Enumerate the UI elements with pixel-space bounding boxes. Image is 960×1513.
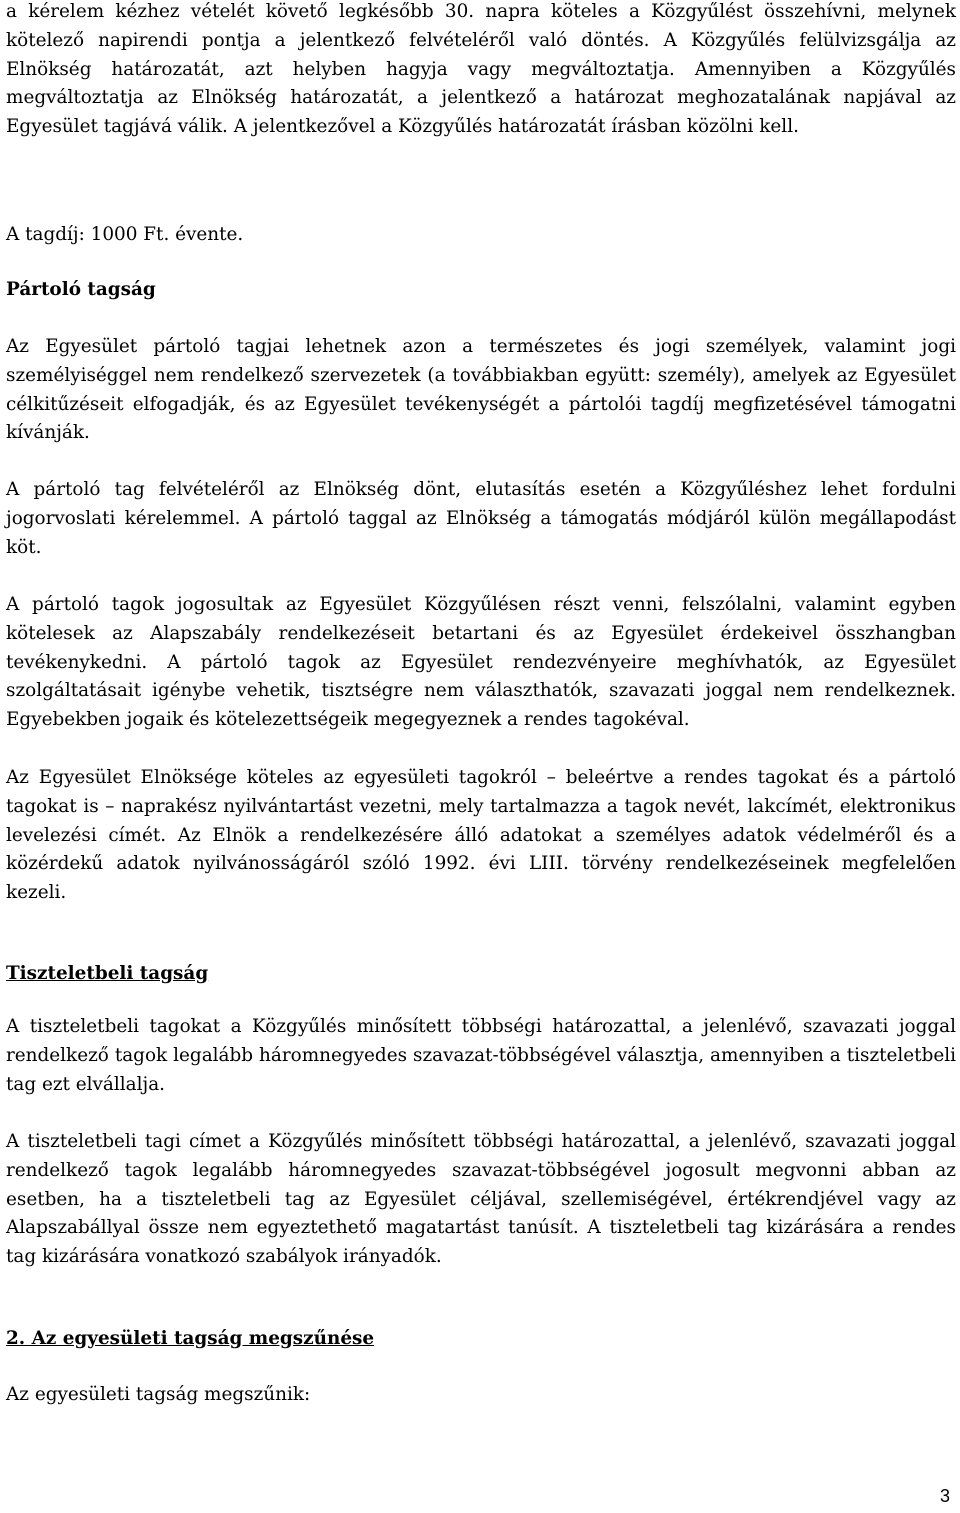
heading-supporting-membership: Pártoló tagság [6,279,156,300]
page-number: 3 [939,1486,950,1506]
paragraph-membership-ends: Az egyesületi tagság megszűnik: [6,1384,311,1405]
paragraph-application-continuation: a kérelem kézhez vételét követő legkésőbb 30. napra köteles a Közgyűlést összehívni, melynek kötelező napirendi pontja a jelentkező felvételéről való döntés. A Közgyűlés felülvizsgálja az Elnökség határozatát, azt helyben hagyja vagy megváltoztatja. Amennyiben a Közgyűlés megváltoztatja az Elnökség határozatát, a jelentkező a határozat meghozatalának napjával az Egyesület tagjává válik. A jelentkezővel a Közgyűlés határozatát írásban közölni kell. [6,1,956,138]
paragraph-supporting-members-definition: Az Egyesület pártoló tagjai lehetnek azon a természetes és jogi személyek, valamint jogi személyiséggel nem rendelkező szervezetek (a továbbiakban együtt: személy), amelyek az Egyesület célkitűzéseit elfogadják, és az Egyesület tevékenységét a pártolói tagdíj megfizetésével támogatni kívánják. [6,336,956,444]
paragraph-supporting-member-rights: A pártoló tagok jogosultak az Egyesület Közgyűlésen részt venni, felszólalni, valamint egyben kötelesek az Alapszabály rendelkezéseit betartani és az Egyesület érdekeivel összhangban tevékenykedni. A pártoló tagok az Egyesület rendezvényeire meghívhatók, az Egyesület szolgáltatásait igénybe vehetik, tisztségre nem választhatók, szavazati joggal nem rendelkeznek. Egyebekben jogaik és kötelezettségeik megegyeznek a rendes tagokéval. [6,594,956,731]
paragraph-honorary-election: A tiszteletbeli tagokat a Közgyűlés minősített többségi határozattal, a jelenlévő, szavazati joggal rendelkező tagok legalább háromnegyedes szavazat-többségével választja, amennyiben a tiszteletbeli tag ezt elvállalja. [6,1016,956,1095]
paragraph-honorary-revocation: A tiszteletbeli tagi címet a Közgyűlés minősített többségi határozattal, a jelenlévő, szavazati joggal rendelkező tagok legalább háromnegyedes szavazat-többségével jogosult megvonni abban az esetben, ha a tiszteletbeli tag az Egyesület céljával, szellemiségével, értékrendjével vagy az Alapszabállyal össze nem egyeztethető magatartást tanúsít. A tiszteletbeli tag kizárására a rendes tag kizárására vonatkozó szabályok irányadók. [6,1131,956,1268]
heading-honorary-membership: Tiszteletbeli tagság [6,963,209,984]
paragraph-member-registry: Az Egyesület Elnöksége köteles az egyesületi tagokról – beleértve a rendes tagokat és a pártoló tagokat is – naprakész nyilvántartást vezetni, mely tartalmazza a tagok nevét, lakcímét, elektronikus levelezési címét. Az Elnök a rendelkezésére álló adatokat a személyes adatok védelméről és a közérdekű adatok nyilvánosságáról szóló 1992. évi LIII. törvény rendelkezéseinek megfelelően kezeli. [6,767,956,904]
paragraph-supporting-member-admission: A pártoló tag felvételéről az Elnökség dönt, elutasítás esetén a Közgyűléshez lehet fordulni jogorvoslati kérelemmel. A pártoló taggal az Elnökség a támogatás módjáról külön megállapodást köt. [6,479,956,558]
paragraph-membership-fee: A tagdíj: 1000 Ft. évente. [6,224,244,245]
heading-membership-termination: 2. Az egyesületi tagság megszűnése [6,1328,375,1349]
